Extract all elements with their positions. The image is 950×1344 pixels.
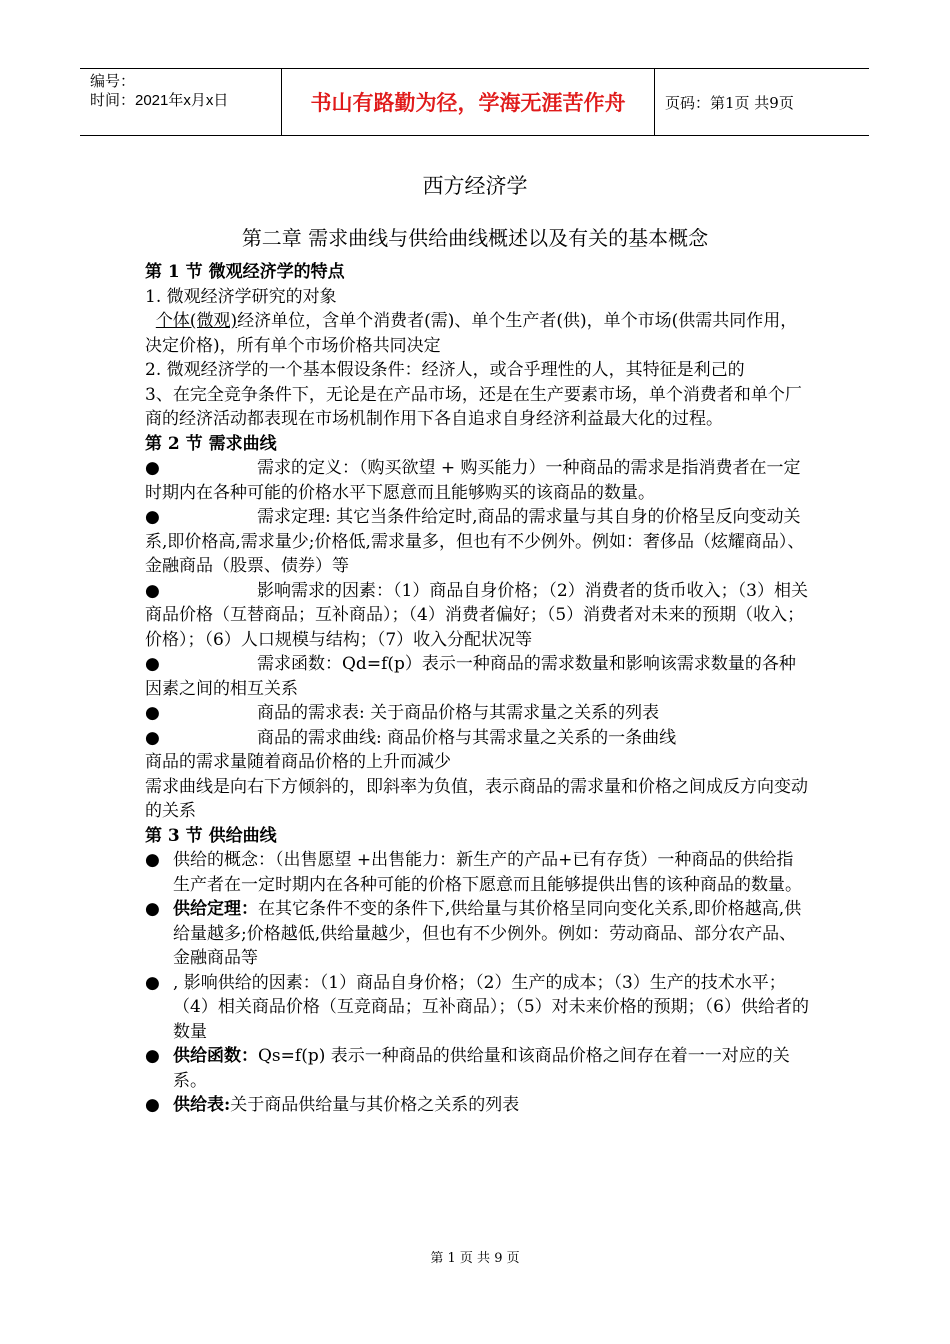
list-item-text: 关于商品供给量与其价格之关系的列表 <box>230 1095 520 1115</box>
underlined-term: 个体(微观) <box>155 311 238 331</box>
bullet-icon: ● <box>145 654 160 674</box>
list-item-text: 供给的概念：（出售愿望 +出售能力：新生产的产品+已有存货）一种商品的供给指生产者在一定时期内在各种可能的价格下愿意而且能够提供出售的该种商品的数量。 <box>173 850 802 895</box>
list-item-text: 影响需求的因素：（1）商品自身价格；（2）消费者的货币收入；（3）相关商品价格（互替商品；互补商品）；（4）消费者偏好；（5）消费者对未来的预期（收入；价格）；（6）人口规模与结构；（7）收入分配状况等 <box>145 580 808 650</box>
list-item <box>145 726 810 751</box>
paragraph: 2. 微观经济学的一个基本假设条件：经济人，或合乎理性的人，其特征是利己的 <box>145 360 745 380</box>
list-item <box>145 897 810 971</box>
section-heading-1: 第 1 节 微观经济学的特点 <box>145 262 345 282</box>
bullet-icon: ● <box>145 1095 160 1115</box>
list-item <box>145 971 810 1045</box>
list-item-term: 供给函数： <box>173 1046 258 1066</box>
header-meta <box>80 69 281 135</box>
bullet-icon: ● <box>145 458 160 478</box>
bullet-icon: ● <box>145 507 160 527</box>
bullet-icon: ● <box>145 727 160 748</box>
header-motto: 书山有路勤为径，学海无涯苦作舟 <box>281 69 655 135</box>
list-item-text: 需求的定义：（购买欲望 + 购买能力）一种商品的需求是指消费者在一定时期内在各种可能的价格水平下愿意而且能够购买的该商品的数量。 <box>145 458 801 503</box>
list-item-text: Qs=f(p) 表示一种商品的供给量和该商品价格之间存在着一一对应的关系。 <box>173 1046 790 1091</box>
list-item-text: 商品的需求曲线: 商品价格与其需求量之关系的一条曲线 <box>257 727 677 748</box>
document-title: 西方经济学 <box>422 174 528 198</box>
paragraph: 需求曲线是向右下方倾斜的，即斜率为负值，表示商品的需求量和价格之间成反方向变动的关系 <box>145 776 808 821</box>
list-item <box>145 652 810 701</box>
bullet-icon: ● <box>145 1046 160 1066</box>
list-item-text: 需求函数：Qd=f(p）表示一种商品的需求数量和影响该需求数量的各种因素之间的相互关系 <box>145 654 796 699</box>
list-item-text: 商品的需求表: 关于商品价格与其需求量之关系的列表 <box>257 703 660 723</box>
paragraph <box>145 309 810 358</box>
list-item <box>145 579 810 653</box>
bullet-icon: ● <box>145 899 160 919</box>
document-body <box>145 260 810 1118</box>
list-item <box>145 1044 810 1093</box>
list-item <box>145 701 810 726</box>
list-item-text: , 影响供给的因素：（1）商品自身价格；（2）生产的成本；（3）生产的技术水平； （4）相关商品价格（互竞商品；互补商品）；（5）对未来价格的预期；（6）供给者的数量 <box>173 972 809 1042</box>
bullet-icon: ● <box>145 580 160 601</box>
list-item-term: 供给表: <box>173 1095 231 1115</box>
page-footer: 第 1 页 共 9 页 <box>430 1251 520 1266</box>
list-item-text: 在其它条件不变的条件下,供给量与其价格呈同向变化关系,即价格越高,供给量越多;价格越低,供给量越少，但也有不少例外。例如：劳动商品、部分农产品、金融商品等 <box>173 899 802 968</box>
header-page-info: 页码：第1页 共9页 <box>665 93 794 112</box>
section-heading-3: 第 3 节 供给曲线 <box>145 825 277 846</box>
paragraph: 3、在完全竞争条件下，无论是在产品市场，还是在生产要素市场，单个消费者和单个厂商的经济活动都表现在市场机制作用下各自追求自身经济利益最大化的过程。 <box>145 384 802 429</box>
bullet-icon: ● <box>145 850 160 870</box>
list-item <box>145 1093 810 1118</box>
section-heading-2: 第 2 节 需求曲线 <box>145 433 277 454</box>
list-item <box>145 505 810 579</box>
paragraph: 1. 微观经济学研究的对象 <box>145 286 337 307</box>
bullet-icon: ● <box>145 703 160 723</box>
list-item <box>145 848 810 897</box>
bullet-icon: ● <box>145 972 160 993</box>
list-item <box>145 456 810 505</box>
document-date-label: 时间：2021年x月x日 <box>90 92 229 109</box>
paragraph-text: 经济单位，含单个消费者(需)、单个生产者(供)，单个市场(供需共同作用，决定价格)，所有单个市场价格共同决定 <box>145 311 798 356</box>
list-item-term: 供给定理： <box>173 899 258 919</box>
paragraph: 商品的需求量随着商品价格的上升而减少 <box>145 752 451 772</box>
list-item-text: 需求定理: 其它当条件给定时,商品的需求量与其自身的价格呈反向变动关系,即价格高,需求量少;价格低,需求量多，但也有不少例外。例如：奢侈品（炫耀商品）、金融商品（股票、债券）等 <box>145 507 805 576</box>
page-header <box>80 68 869 136</box>
chapter-title: 第二章 需求曲线与供给曲线概述以及有关的基本概念 <box>241 226 709 250</box>
document-number-label: 编号： <box>90 73 136 90</box>
